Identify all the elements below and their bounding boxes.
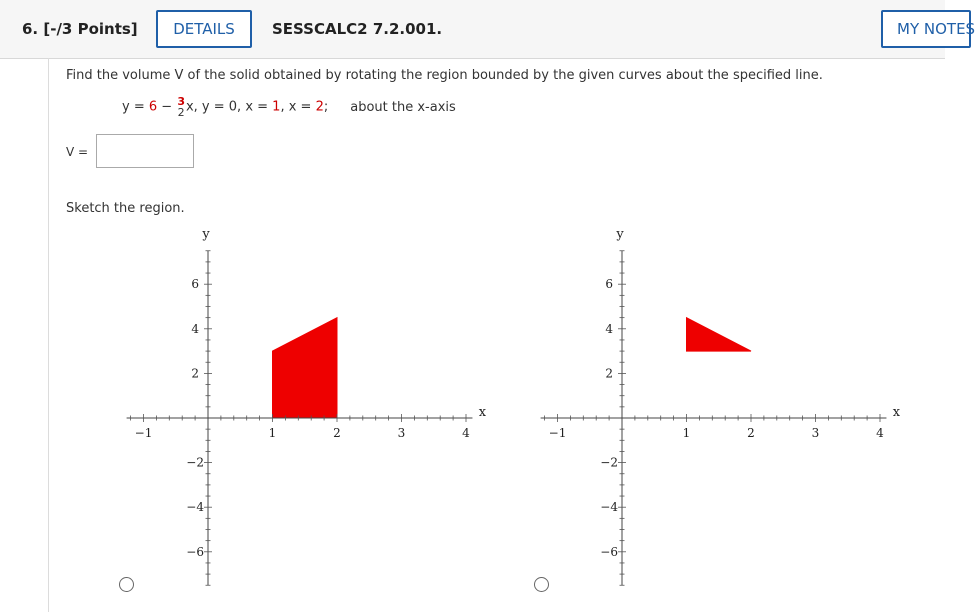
y-axis-label: y [616,227,624,242]
shaded-region [687,318,752,351]
eq-fraction-denominator: 2 [177,106,185,119]
x-axis-label: x [478,405,487,420]
x-tick-label: −1 [134,426,153,440]
x-tick-label: 1 [268,426,277,440]
y-tick-label: 6 [605,277,613,292]
eq-y-prefix: y = [122,99,149,115]
y-tick-label: 4 [605,321,613,336]
eq-rotation-axis: about the x-axis [350,99,456,115]
x-tick-label: 2 [747,426,755,440]
x-tick-label: −1 [548,426,567,440]
x-tick-label: 3 [811,426,820,440]
sketch-instruction: Sketch the region. [66,201,185,216]
eq-x-part: x, y = 0, x = [185,99,273,115]
eq-constant: 6 [148,99,158,115]
x-axis-label: x [892,405,901,420]
problem-equation [122,96,456,118]
question-number: 6. [-/3 Points] [22,20,138,38]
y-tick-label: −6 [186,544,204,559]
y-tick-label: 6 [191,277,199,292]
volume-label: V = [66,145,89,159]
x-tick-label: 4 [462,426,470,440]
question-header [0,0,975,59]
eq-fraction [177,96,185,118]
y-tick-label: −4 [186,500,204,515]
y-tick-label: 2 [191,366,199,381]
eq-lower-bound: 1 [272,99,281,115]
radio-option-2[interactable] [534,577,549,592]
eq-semicolon: ; [323,99,329,115]
eq-separator: , x = [280,99,316,115]
y-tick-label: −6 [600,544,618,559]
y-tick-label: 4 [191,321,199,336]
graph-option-2 [516,222,901,592]
shaded-region [273,318,338,418]
y-tick-label: −2 [186,455,204,470]
x-tick-label: 3 [397,426,406,440]
my-notes-button[interactable]: MY NOTES [881,10,971,48]
x-tick-label: 2 [333,426,341,440]
question-code: SESSCALC2 7.2.001. [272,20,443,38]
problem-prompt: Find the volume V of the solid obtained by rotating the region bounded by the given curves about the specified line. [66,68,823,83]
radio-option-1[interactable] [119,577,134,592]
x-tick-label: 1 [682,426,691,440]
y-tick-label: −2 [600,455,618,470]
graph-option-1 [102,222,487,592]
details-button[interactable]: DETAILS [156,10,252,48]
y-tick-label: 2 [605,366,613,381]
eq-fraction-numerator: 3 [177,95,185,108]
y-axis-label: y [202,227,210,242]
x-tick-label: 4 [876,426,884,440]
eq-minus: − [157,99,177,115]
volume-answer-input[interactable] [96,134,194,168]
eq-upper-bound: 2 [315,99,324,115]
y-tick-label: −4 [600,500,618,515]
